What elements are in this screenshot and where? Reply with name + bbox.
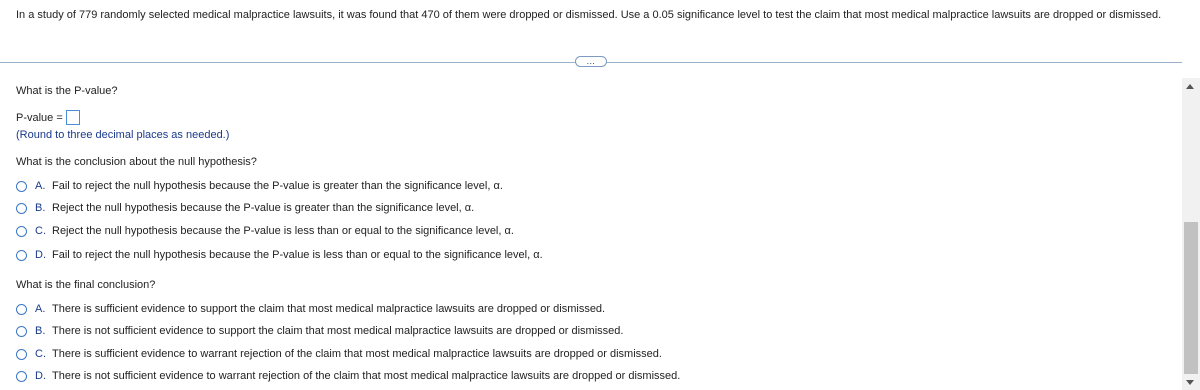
option-letter: B. [35,202,46,214]
option-letter: D. [35,370,46,382]
final-option-d[interactable] [16,370,680,382]
question-pvalue: What is the P-value? [16,85,118,97]
option-text: Fail to reject the null hypothesis because the P-value is greater than the significance level, α. [52,180,503,192]
radio-button[interactable] [16,326,27,337]
scroll-down-arrow-icon[interactable] [1186,380,1194,385]
final-option-c[interactable] [16,348,662,360]
scrollbar-thumb[interactable] [1184,222,1198,374]
radio-button[interactable] [16,349,27,360]
null-option-d[interactable] [16,249,543,261]
rounding-hint: (Round to three decimal places as needed.) [16,129,230,141]
pvalue-label: P-value = [16,111,63,124]
pvalue-row [16,110,80,125]
radio-button[interactable] [16,203,27,214]
radio-button[interactable] [16,371,27,382]
option-letter: B. [35,325,46,337]
option-text: There is not sufficient evidence to support the claim that most medical malpractice lawsuits are dropped or dismissed. [52,325,624,337]
question-null-hypothesis: What is the conclusion about the null hypothesis? [16,156,257,168]
more-button[interactable]: … [575,56,607,67]
final-option-b[interactable] [16,325,623,337]
option-text: There is sufficient evidence to warrant rejection of the claim that most medical malpractice lawsuits are dropped or dismissed. [52,348,662,360]
null-option-b[interactable] [16,202,474,214]
null-option-c[interactable] [16,225,514,237]
option-text: There is sufficient evidence to support the claim that most medical malpractice lawsuits are dropped or dismissed. [52,303,606,315]
option-letter: D. [35,249,46,261]
final-option-a[interactable] [16,303,605,315]
option-text: There is not sufficient evidence to warrant rejection of the claim that most medical malpractice lawsuits are dropped or dismissed. [52,370,681,382]
problem-statement: In a study of 779 randomly selected medical malpractice lawsuits, it was found that 470 of them were dropped or dismissed. Use a 0.05 significance level to test the claim that most medical malpractice lawsuits are dropped or dismissed. [16,9,1162,21]
option-text: Fail to reject the null hypothesis because the P-value is less than or equal to the significance level, α. [52,249,543,261]
scroll-up-arrow-icon[interactable] [1186,84,1194,89]
null-option-a[interactable] [16,180,503,192]
radio-button[interactable] [16,226,27,237]
option-letter: A. [35,180,46,192]
option-letter: C. [35,225,46,237]
option-text: Reject the null hypothesis because the P-value is less than or equal to the significance level, α. [52,225,514,237]
question-final-conclusion: What is the final conclusion? [16,279,156,291]
option-text: Reject the null hypothesis because the P-value is greater than the significance level, α. [52,202,475,214]
radio-button[interactable] [16,250,27,261]
option-letter: C. [35,348,46,360]
option-letter: A. [35,303,46,315]
radio-button[interactable] [16,304,27,315]
pvalue-input[interactable] [66,110,80,125]
radio-button[interactable] [16,181,27,192]
